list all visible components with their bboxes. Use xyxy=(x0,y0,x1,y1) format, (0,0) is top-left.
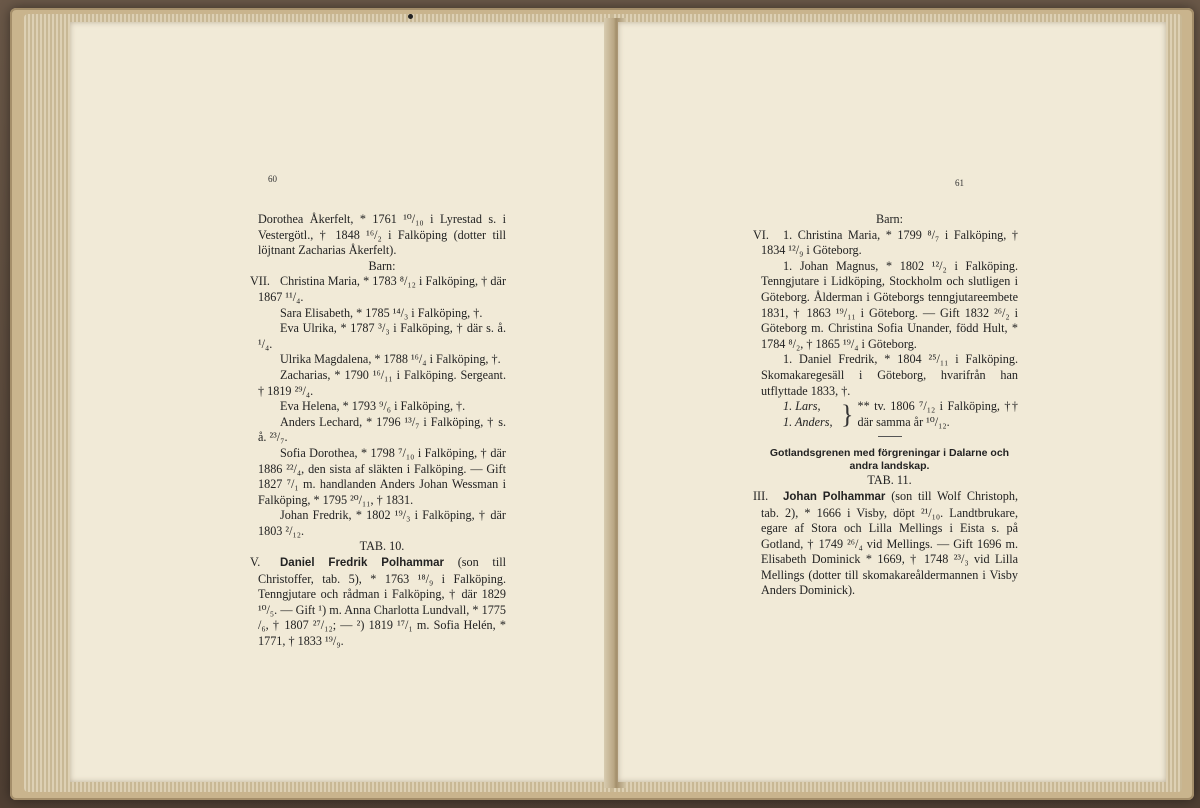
generation-numeral: V. xyxy=(250,555,261,570)
twin-entry xyxy=(761,399,1018,430)
brace-mark: } xyxy=(841,399,854,429)
genealogy-entry: Ulrika Magdalena, * 1788 ¹⁶/₄ i Falköping, †. xyxy=(280,352,501,367)
generation-numeral: VI. xyxy=(753,227,769,242)
generation-entry xyxy=(753,227,1018,259)
right-page-text xyxy=(753,212,1018,599)
generation-numeral: VII. xyxy=(250,274,270,289)
right-page xyxy=(618,22,1166,782)
entry-text: Christina Maria, * 1783 ⁸/₁₂ i Falköping, † där 1867 ¹¹/₄. xyxy=(258,274,506,304)
twin-name: 1. Lars, xyxy=(783,399,821,414)
genealogy-entry: Sofia Dorothea, * 1798 ⁷/₁₀ i Falköping, † där 1886 ²²/₄, den sista af släkten i Falköping. — Gift 1827 ⁷/₁ m. handlanden Anders Johan Wessman i Falköping, * 1795 ²⁰/₁₁, † 1831. xyxy=(258,445,506,507)
twin-description: ** tv. 1806 ⁷/₁₂ i Falköping, †† där samma år ¹⁰/₁₂. xyxy=(857,399,1018,429)
centered-heading: TAB. 11. xyxy=(867,473,912,488)
centered-heading: Barn: xyxy=(875,212,904,226)
section-divider xyxy=(878,436,902,437)
genealogy-entry: Eva Ulrika, * 1787 ³/₃ i Falköping, † där s. å. ¹/₄. xyxy=(258,321,506,351)
left-page-text xyxy=(250,212,506,650)
genealogy-entry: 1. Johan Magnus, * 1802 ¹²/₂ i Falköping. Tenngjutare i Lidköping, Stockholm och slutligen i Göteborg. Ålderman i Göteborgs tenngjutareembete 1831, † 1863 ¹⁹/₁₁ i Göteborg. — Gift 1832 ²⁶/₂ i Göteborg m. Christina Sofia Unander, född Hult, * 1784 ⁸/₂, † 1865 ¹⁹/₄ i Göteborg. xyxy=(761,258,1018,351)
section-heading: Gotlandsgrenen med förgreningar i Dalarne och andra landskap. xyxy=(769,447,1010,473)
table-head-entry xyxy=(250,555,506,650)
page-number: 61 xyxy=(955,178,964,188)
centered-heading: Barn: xyxy=(368,258,396,273)
genealogy-entry: Anders Lechard, * 1796 ¹³/₇ i Falköping, † s. å. ²³/₇. xyxy=(258,414,506,445)
genealogy-entry: 1. Daniel Fredrik, * 1804 ²⁵/₁₁ i Falköping. Skomakaregesäll i Göteborg, hvarifrån han utflyttade 1833, †. xyxy=(761,352,1018,398)
left-page xyxy=(70,22,610,782)
generation-numeral: III. xyxy=(753,488,769,503)
ink-dot xyxy=(408,14,413,19)
entry-text: 1. Christina Maria, * 1799 ⁸/₇ i Falköping, † 1834 ¹²/₉ i Göteborg. xyxy=(761,227,1018,258)
generation-entry xyxy=(250,274,506,305)
table-head-entry xyxy=(753,488,1018,599)
text-paragraph: Dorothea Åkerfelt, * 1761 ¹⁰/₁₀ i Lyrestad s. i Vestergötl., † 1848 ¹⁶/₂ i Falköping (dotter till löjtnant Zacharias Åkerfelt). xyxy=(258,212,506,258)
genealogy-entry: Sara Elisabeth, * 1785 ¹⁴/₃ i Falköping, †. xyxy=(280,305,483,320)
entry-text: (son till Wolf Christoph, tab. 2), * 1666 i Visby, döpt ²¹/₁₀. Landtbrukare, egare af Stora och Lilla Mellings i Eista s. på Gotland, † 1749 ²⁶/₄ vid Mellings. — Gift 1696 m. Elisabeth Dominick * 1669, † 1748 ²³/₃ vid Lilla Mellings (dotter till skomakareåldermannen i Visby Anders Dominick). xyxy=(761,488,1018,598)
page-number: 60 xyxy=(268,174,277,184)
person-name: Johan Polhammar xyxy=(783,490,886,503)
centered-heading: TAB. 10. xyxy=(359,539,405,554)
genealogy-entry: Zacharias, * 1790 ¹⁶/₁₁ i Falköping. Sergeant. † 1819 ²⁹/₄. xyxy=(258,367,506,398)
genealogy-entry: Johan Fredrik, * 1802 ¹⁹/₃ i Falköping, † där 1803 ²/₁₂. xyxy=(258,508,506,538)
genealogy-entry: Eva Helena, * 1793 ⁹/₆ i Falköping, †. xyxy=(280,399,466,414)
twin-names xyxy=(761,399,841,430)
person-name: Daniel Fredrik Polhammar xyxy=(280,557,444,570)
entry-text: (son till Christoffer, tab. 5), * 1763 ¹⁸/₉ i Falköping. Tenngjutare och rådman i Falköping, † där 1829 ¹⁰/₅. — Gift ¹) m. Anna Charlotta Lundvall, * 1775 /₆, † 1807 ²⁷/₁₂; — ²) 1819 ¹⁷/₁ m. Sofia Helén, * 1771, † 1833 ¹⁹/₉. xyxy=(258,555,506,649)
twin-name: 1. Anders, xyxy=(783,414,833,429)
